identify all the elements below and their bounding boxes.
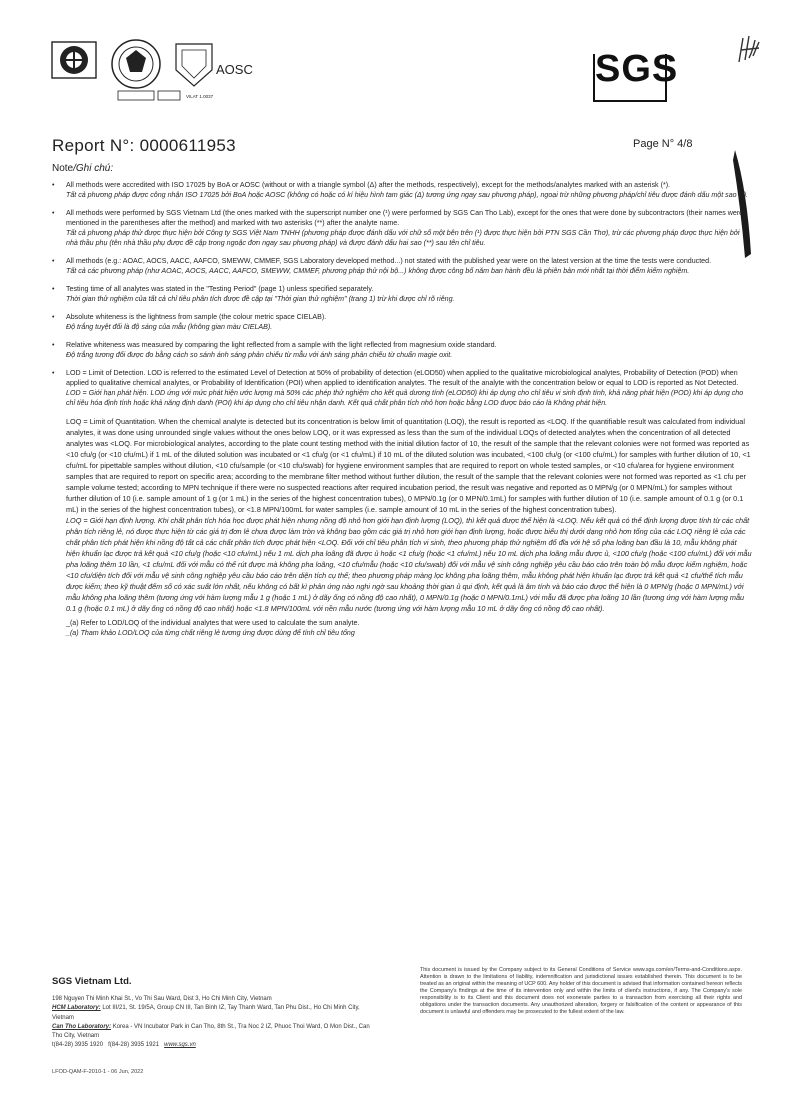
bullet-icon: • <box>52 285 55 293</box>
ref-en: _(a) Refer to LOD/LOQ of the individual analytes that were used to calculate the sum analyte. <box>66 619 360 627</box>
note-vi: Độ trắng tương đối được đo bằng cách so sánh ánh sáng phản chiếu từ mẫu với ánh sáng phản chiếu từ chuẩn magie oxit. <box>66 351 453 359</box>
report-label: Report N°: <box>52 136 135 155</box>
page-number <box>633 138 692 150</box>
note-item <box>52 208 752 248</box>
report-value: 0000611953 <box>139 136 236 155</box>
hcm-lab-label: HCM Laboratory: <box>52 1005 101 1012</box>
bullet-icon: • <box>52 369 55 377</box>
page-value: 4/8 <box>677 138 693 150</box>
note-en: LOD = Limit of Detection. LOD is referred to the estimated Level of Detection at 50% of probability of detection (eLOD50) when applied to the qualitative microbiological analytes, Probability of Detection (POD) when applied to qualitative chemical analytes, or Probability of Identification (POI) when applied to identification analytes. The result of the analyte with the concentration below or equal to LOD is reported as Not Detected. <box>66 369 739 387</box>
note-vi: Tất cả phương pháp được công nhận ISO 17025 bởi BoA hoặc AOSC (không có hoặc có kí hiệu hình tam giác (Δ) tương ứng ngay sau phương pháp), ngoại trừ những phương pháp/chỉ tiêu được đánh dấu một sao (*). <box>66 191 749 199</box>
notes-section <box>52 180 752 638</box>
note-en: Relative whiteness was measured by comparing the light reflected from a sample with the light reflected from magnesium oxide standard. <box>66 341 497 349</box>
footer-address <box>52 995 372 1051</box>
hcm-lab-address: Lot III/21, St. 19/5A, Group CN III, Tan Binh IZ, Tay Thanh Ward, Tan Phu Dist., Ho Chi Minh City, Vietnam <box>52 1005 360 1021</box>
footer-company: SGS Vietnam Ltd. <box>52 976 132 987</box>
bullet-icon: • <box>52 181 55 189</box>
sgs-logo <box>593 40 679 110</box>
footer-head-office: 198 Nguyen Thi Minh Khai St., Vo Thi Sau Ward, Dist 3, Ho Chi Minh City, Vietnam <box>52 996 272 1002</box>
note-item <box>52 256 752 276</box>
note-vi: LOD = Giới hạn phát hiện. LOD ứng với mức phát hiện ước lượng mà 50% các phép thử nghiệm cho kết quả dương tính (eLOD50) khi áp dụng cho chỉ tiêu vi sinh định tính, khả năng phát hiện (POD) khi áp dụng cho chỉ tiêu hóa định tính hoặc khả năng định danh (POI) khi áp dụng cho chỉ tiêu nhận danh. Kết quả chất phân tích nhỏ hơn hoặc bằng LOD được báo cáo là Không phát hiện. <box>66 389 744 407</box>
ct-lab-address: Korea - VN Incubator Park in Can Tho, 8th St., Tra Noc 2 IZ, Phuoc Thoi Ward, O Mon Dist., Can Tho City, Vietnam <box>52 1023 370 1040</box>
note-vi: Tất cả phương pháp thử được thực hiện bởi Công ty SGS Việt Nam TNHH (phương pháp được đánh dấu với chữ số một bên trên (¹) được thực hiện bởi PTN SGS Cần Thơ), trừ các phương pháp được thực hiện bởi nhà thầu phụ (tên nhà thầu phụ được đề cập trong ngoặc đơn ngay sau phương pháp) và được đánh dấu hai sao (**) sau tên chỉ tiêu. <box>66 229 740 247</box>
footer-hcm-lab <box>52 1004 372 1023</box>
note-vi: Thời gian thử nghiệm của tất cả chỉ tiêu phân tích được đề cập tại "Thời gian thử nghiệm" (trang 1) trừ khi được chỉ rõ riêng. <box>66 295 455 303</box>
sum-analyte-reference <box>52 618 752 638</box>
note-en: All methods were accredited with ISO 17025 by BoA or AOSC (without or with a triangle symbol (Δ) after the methods, respectively), except for the methods/analytes marked with an asterisk (*). <box>66 181 671 189</box>
bullet-icon: • <box>52 209 55 217</box>
accreditation-seal-icon <box>50 36 253 104</box>
svg-text:AOSC: AOSC <box>216 62 253 77</box>
note-item <box>52 340 752 360</box>
note-title <box>52 163 113 174</box>
website-link[interactable]: www.sgs.vn <box>164 1042 196 1049</box>
bullet-icon: • <box>52 313 55 321</box>
signature-icon <box>735 32 765 66</box>
bullet-icon: • <box>52 341 55 349</box>
footer-contact <box>52 1041 372 1050</box>
note-vi: Độ trắng tuyệt đối là độ sáng của mẫu (không gian màu CIELAB). <box>66 323 273 331</box>
accreditation-logos <box>50 36 253 104</box>
note-title-vi: /Ghi chú: <box>73 163 114 174</box>
loq-definition <box>52 416 752 614</box>
bullet-icon: • <box>52 257 55 265</box>
note-vi: Tất cả các phương pháp (như AOAC, AOCS, AACC, AAFCO, SMEWW, CMMEF, phương pháp thử nội bộ...) không được công bố năm ban hành đều là phiên bản mới nhất tại thời điểm kiểm nghiệm. <box>66 267 690 275</box>
loq-vi: LOQ = Giới hạn định lượng. Khi chất phân tích hóa học được phát hiện nhưng nồng độ nhỏ hơn giới hạn định lượng (LOQ), thì kết quả được thể hiện là <LOQ. Nếu kết quả có thể định lượng được tính từ các chất phân tích riêng lẻ, nó được thực hiện từ các giá trị đơn lẻ chưa được làm tròn và không bao gồm các giá trị nhỏ hơn giới hạn định lượng, hoặc được biểu thị dưới dạng nhỏ hơn tổng của các LOQ riêng lẻ của các chất phân tích phát hiện khi nồng độ tất cả các chất phân tích được phát hiện <LOQ. Đối với chỉ tiêu phân tích vi sinh, theo phương pháp thử nghiệm đổ đĩa với hệ số pha loãng ban đầu là 10, mẫu không phát hiện khuẩn lạc được trả kết quả <10 cfu/g (hoặc <10 cfu/mL) nếu 1 mL dịch pha loãng đã được ủ hoặc <1 cfu/g (hoặc <1 cfu/mL) nếu 10 mL dịch pha loãng mẫu được ủ, <100 cfu/g (hoặc <100 cfu/mL) đối với mẫu pha loãng thêm 10 lần, <1 cfu/mL đối với mẫu có thể rút được mà không pha loãng, <10 cfu/mẫu (hoặc <10 cfu/swab) đối với mẫu vệ sinh công nghiệp yêu cầu báo cáo trên toàn bộ mẫu được kiểm nghiệm, hoặc <10 cfu/diện tích đối với mẫu vệ sinh công nghiệp yêu cầu báo cáo trên diện tích cụ thể; theo phương pháp màng lọc không pha loãng thêm, mẫu không phát hiện khuẩn lạc được trả kết quả <1 cfu/thể tích mẫu được kiểm; theo kỹ thuật đếm số có xác suất lớn nhất, nếu không có bất kì phản ứng nào nghi ngờ sau khoảng thời gian ủ qui định, kết quả là âm tính và báo cáo được thể hiện là 0 MPN/g (hoặc 0 MPN/mL) với mẫu không pha loãng thêm (tương ứng với hàm lượng mẫu 1 g (hoặc 1 mL) ở dãy ống có nồng độ cao nhất), 0 MPN/0.1g (hoặc 0 MPN/0.1mL) với mẫu đã được pha loãng 10 lần (tương ứng với hàm lượng mẫu 0.1 g (hoặc 0.1 mL) ở dãy ống có nồng độ cao nhất) hoặc <1.8 MPN/100mL với nền mẫu nước (tương ứng với hàm lượng mẫu 10 mL ở dãy ống có nồng độ cao nhất). <box>66 516 752 613</box>
note-item <box>52 284 752 304</box>
note-item <box>52 180 752 200</box>
note-title-en: Note <box>52 163 74 174</box>
loq-en: LOQ = Limit of Quantitation. When the chemical analyte is detected but its concentration is below limit of quantitation (LOQ), the result is reported as <LOQ. If the quantifiable result was calculated from individual analytes, it was done using unrounded single values without the ones below LOQ, or it was expressed as less than the sum of the individual LOQs of detected analytes when the concentration of all detected analytes was <LOQ. For microbiological analytes, according to the plate count testing method with the initial dilution factor of 10, the result of the sample that the relevant colonies were not formed was reported as <10 cfu/g (or <10 cfu/mL) if 1 mL of the diluted solution was incubated or <1 cfu/g (or <1 cfu/mL) if 10 mL of the diluted solution was incubated, <100 cfu/g (or <100 cfu/mL) for samples with further dilution of 10, <1 cfu/mL for pipettable samples without dilution, <10 cfu/sample (or <10 cfu/swab) for hygiene environment samples that are required to report on whole tested samples, or <10 cfu/area for hygiene environment samples that are required to report on specific area; according to the membrane filter method without further dilution, the result of the sample that the relevant colonies were not formed was reported as <1 cfu per sample volume tested; according to MPN technique if there were no suspected reactions after required incubation period, the result was negative and reported as 0 MPN/g (or 0 MPN/mL) for samples without further dilution of 10 (i.e. sample amount of 1 g (or 1 mL) in the series of the highest concentration tubes), 0 MPN/0.1g (or 0 MPN/0.1mL) for samples with further dilution of 10 (i.e. sample amount of 0.1 g (or 0.1 mL) in the series of the highest concentration tubes), or <1.8 MPN/100mL for water samples (i.e. sample amount of 10 mL in the series of the highest concentration tubes). <box>66 417 751 514</box>
footer-legal-disclaimer: This document is issued by the Company subject to its General Conditions of Service www.sgs.com/en/Terms-and-Conditions.aspx. Attention is drawn to the limitations of liability, indemnification and jurisdictional issues established therein. This document is to be treated as an original within the meaning of UCP 600. Any holder of this document is advised that information contained hereon reflects the Company's findings at the time of its intervention only and within the limits of client's instructions, if any. The Company's sole responsibility is to its Client and this document does not exonerate parties to a transaction from exercising all their rights and obligations under the transaction documents. Any unauthorized alteration, forgery or falsification of the content or appearance of this document is unlawful and offenders may be prosecuted to the fullest extent of the law. <box>420 967 742 1015</box>
phone: t(84-28) 3935 1920 <box>52 1042 104 1049</box>
footer-ct-lab <box>52 1023 372 1042</box>
note-item <box>52 368 752 408</box>
sgs-logo-text: SGS <box>595 48 679 90</box>
ct-lab-label: Can Tho Laboratory: <box>52 1023 112 1030</box>
ref-vi: _(a) Tham khảo LOD/LOQ của từng chất riêng lẻ tương ứng được dùng để tính chỉ tiêu tổng <box>66 629 355 637</box>
form-code: LFOD-QAM-F-2010-1 - 06 Jun, 2022 <box>52 1069 144 1075</box>
note-en: Absolute whiteness is the lightness from sample (the colour metric space CIELAB). <box>66 313 327 321</box>
page-label: Page N° <box>633 138 675 150</box>
note-item <box>52 312 752 332</box>
svg-text:VILAT 1.0037: VILAT 1.0037 <box>186 94 214 99</box>
note-en: Testing time of all analytes was stated in the "Testing Period" (page 1) unless specified separately. <box>66 285 374 293</box>
note-en: All methods (e.g.: AOAC, AOCS, AACC, AAFCO, SMEWW, CMMEF, SGS Laboratory developed method...) not stated with the published year were on the latest version at the time the tests were conducted. <box>66 257 712 265</box>
note-en: All methods were performed by SGS Vietnam Ltd (the ones marked with the superscript number one (¹) were performed by SGS Can Tho Lab), except for the ones that were done by subcontractors (their names were mentioned in the parentheses after the method) and marked with two asterisks (**) after the analyte name. <box>66 209 744 227</box>
report-number <box>52 136 236 156</box>
fax: f(84-28) 3935 1921 <box>108 1042 160 1049</box>
